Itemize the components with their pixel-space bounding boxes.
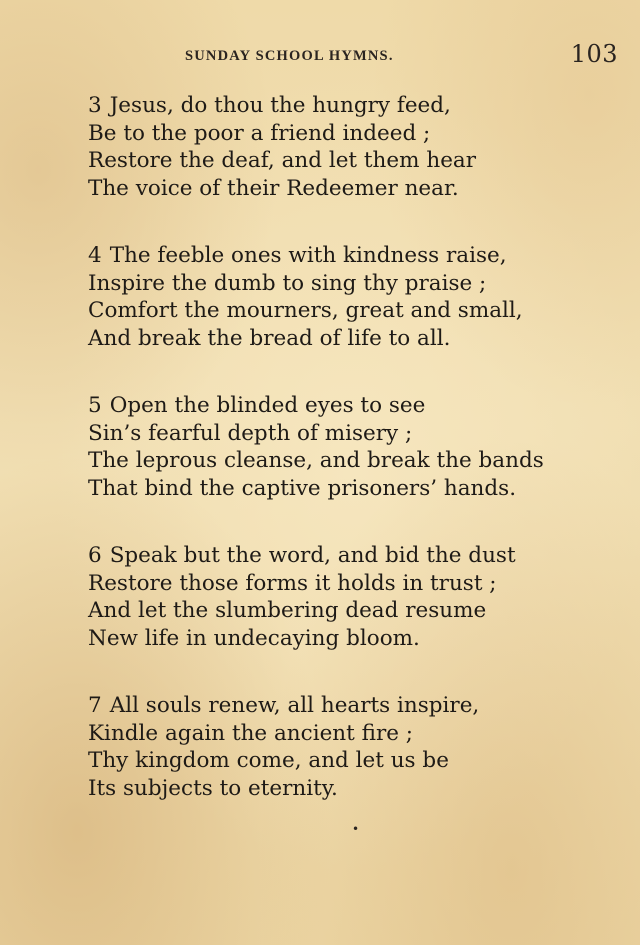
stanza-3 — [88, 92, 628, 202]
stanza-line: 5 Open the blinded eyes to see — [88, 393, 426, 418]
stanza-number: 7 — [88, 693, 102, 718]
stanza-line: And let the slumbering dead resume — [88, 598, 487, 623]
stanza-number: 4 — [88, 243, 102, 268]
stanza-line: 6 Speak but the word, and bid the dust — [88, 543, 516, 568]
stanza-number: 6 — [88, 543, 102, 568]
page-number: 103 — [570, 40, 618, 68]
stanza-4 — [88, 242, 628, 352]
stanza-line: That bind the captive prisoners’ hands. — [88, 475, 517, 501]
running-header: SUNDAY SCHOOL HYMNS. — [185, 48, 394, 64]
stanza-5 — [88, 392, 628, 502]
stanza-line: New life in undecaying bloom. — [88, 625, 420, 651]
stanza-line: Restore those forms it holds in trust ; — [88, 570, 497, 596]
stanza-line: Thy kingdom come, and let us be — [88, 748, 449, 773]
stanza-line: 4 The feeble ones with kindness raise, — [88, 243, 507, 268]
stanza-line: 3 Jesus, do thou the hungry feed, — [88, 93, 451, 118]
hymn-text — [88, 92, 628, 802]
stanza-number: 3 — [88, 93, 102, 118]
stanza-line: Its subjects to eternity. — [88, 775, 338, 801]
stanza-line: Restore the deaf, and let them hear — [88, 148, 477, 173]
stanza-line: 7 All souls renew, all hearts inspire, — [88, 693, 480, 718]
stanza-line: The voice of their Redeemer near. — [88, 175, 459, 201]
stanza-line: Inspire the dumb to sing thy praise ; — [88, 270, 487, 296]
stanza-line: Comfort the mourners, great and small, — [88, 298, 523, 323]
stanza-line: Be to the poor a friend indeed ; — [88, 120, 431, 146]
stanza-7 — [88, 692, 628, 802]
stanza-6 — [88, 542, 628, 652]
stanza-line: And break the bread of life to all. — [88, 325, 451, 351]
printer-mark: • — [352, 822, 360, 836]
stanza-line: Kindle again the ancient fire ; — [88, 720, 414, 746]
stanza-number: 5 — [88, 393, 102, 418]
stanza-line: Sin’s fearful depth of misery ; — [88, 420, 413, 446]
stanza-line: The leprous cleanse, and break the bands — [88, 448, 544, 473]
